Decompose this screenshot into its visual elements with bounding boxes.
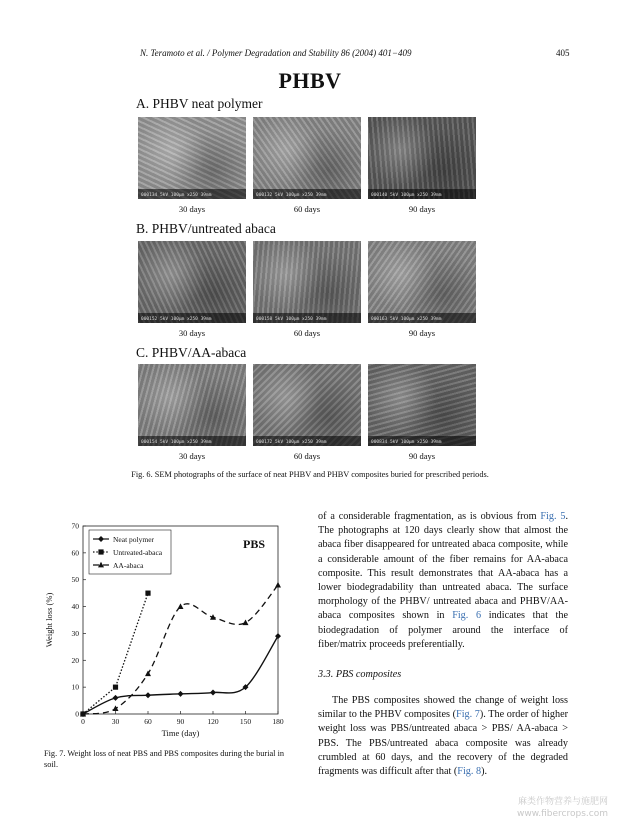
- x-tick-label: 90: [176, 717, 185, 726]
- sem-scale-bar: [253, 313, 361, 323]
- y-tick-label: 60: [71, 548, 79, 558]
- y-tick-label: 40: [71, 602, 79, 612]
- day-label: 90 days: [408, 204, 436, 214]
- sem-scale-bar: [253, 436, 361, 446]
- legend-label: Neat polymer: [113, 534, 155, 544]
- watermark-line1: 麻类作物营养与施肥网: [517, 797, 608, 807]
- y-tick-label: 50: [71, 575, 79, 585]
- data-point: [275, 633, 281, 639]
- x-tick-label: 120: [207, 717, 219, 726]
- data-point: [275, 582, 281, 588]
- figure-reference-link[interactable]: Fig. 5: [540, 511, 566, 522]
- day-label: 90 days: [408, 451, 436, 461]
- running-header: [0, 48, 620, 62]
- y-tick-label: 10: [71, 682, 79, 692]
- y-axis-label: Weight loss (%): [44, 592, 54, 648]
- sem-photo: [138, 117, 246, 199]
- x-tick-label: 30: [111, 717, 120, 726]
- data-point: [145, 591, 150, 596]
- data-point: [210, 690, 216, 696]
- sem-scale-bar: [138, 313, 246, 323]
- sem-scale-text: 000172 5kV 100µm x250 39mm: [256, 440, 327, 445]
- legend-label: AA-abaca: [113, 560, 144, 570]
- y-tick-label: 30: [71, 628, 79, 638]
- y-tick-label: 20: [71, 655, 79, 665]
- sem-photo: [368, 364, 476, 446]
- body-text: . The photographs at 120 days clearly show that almost the abaca fiber disappeared for untreated abaca composite, while a considerable amount of the fiber remains for AA-abaca composite. This result demonstrates that AA-abaca has a lower biodegradability than untreated abaca. The surface morphology of the PHBV/ untreated abaca and PHBV/AA-abaca composites shown in: [318, 511, 568, 622]
- day-label: 90 days: [408, 328, 436, 338]
- watermark: [517, 796, 608, 820]
- body-text: of a considerable fragmentation, as is obvious from: [318, 511, 541, 522]
- data-point: [243, 619, 249, 625]
- body-paragraph-2: [318, 694, 568, 779]
- sem-scale-text: 000154 5kV 100µm x250 39mm: [141, 440, 212, 445]
- figure6-caption: Fig. 6. SEM photographs of the surface of neat PHBV and PHBV composites buried for prescribed periods.: [131, 470, 489, 479]
- day-label: 60 days: [293, 328, 321, 338]
- y-tick-label: 0: [75, 709, 79, 719]
- figure6-row-label: C. PHBV/AA-abaca: [136, 345, 247, 360]
- sem-scale-text: 000152 5kV 100µm x250 39mm: [141, 317, 212, 322]
- data-point: [145, 692, 151, 698]
- body-text: The PBS composites showed the change of weight loss similar to the PHBV composites (: [318, 695, 568, 721]
- figure6-row-label: A. PHBV neat polymer: [136, 96, 263, 111]
- sem-scale-text: 000834 5kV 100µm x250 39mm: [371, 440, 442, 445]
- sem-scale-text: 000163 5kV 100µm x250 39mm: [371, 317, 442, 322]
- running-title: N. Teramoto et al. / Polymer Degradation and Stability 86 (2004) 401−409: [140, 48, 412, 58]
- legend-label: Untreated-abaca: [113, 547, 163, 557]
- figure7-caption: Fig. 7. Weight loss of neat PBS and PBS composites during the burial in soil.: [44, 749, 285, 769]
- sem-photo: [253, 364, 361, 446]
- figure-reference-link[interactable]: Fig. 7: [456, 709, 480, 721]
- x-tick-label: 180: [272, 717, 284, 726]
- sem-photo: [253, 241, 361, 323]
- sem-photo: [138, 241, 246, 323]
- series-line: [83, 636, 278, 714]
- sem-scale-bar: [368, 313, 476, 323]
- section-heading: 3.3. PBS composites: [318, 669, 402, 680]
- x-tick-label: 60: [144, 717, 152, 726]
- sem-photo: [253, 117, 361, 199]
- data-point: [178, 691, 184, 697]
- sem-scale-bar: [138, 189, 246, 199]
- data-point: [178, 603, 184, 609]
- chart-title: PBS: [242, 537, 266, 551]
- figure-reference-link[interactable]: Fig. 8: [457, 766, 482, 778]
- sem-scale-bar: [253, 189, 361, 199]
- sem-scale-bar: [368, 189, 476, 199]
- data-point: [113, 705, 119, 711]
- sem-scale-text: 000140 5kV 100µm x250 39mm: [371, 193, 442, 198]
- page-number: 405: [556, 48, 570, 58]
- y-tick-label: 70: [71, 521, 79, 531]
- data-point: [113, 685, 118, 690]
- legend-marker: [98, 549, 103, 554]
- data-point: [113, 695, 119, 701]
- body-text: indicates that the biodegradation of polymer around the interface of fiber/matrix proceeds preferentially.: [318, 610, 569, 650]
- figure-reference-link[interactable]: Fig. 6: [452, 610, 482, 622]
- sem-scale-text: 000158 5kV 100µm x250 39mm: [256, 317, 327, 322]
- sem-scale-bar: [368, 436, 476, 446]
- figure6-title: PHBV: [278, 68, 342, 93]
- x-tick-label: 150: [239, 717, 252, 726]
- day-label: 30 days: [178, 204, 206, 214]
- figure7-chart: [40, 516, 300, 746]
- x-axis-label: Time (day): [161, 728, 200, 738]
- body-paragraph-1: [318, 510, 568, 652]
- sem-photo: [138, 364, 246, 446]
- sem-scale-bar: [138, 436, 246, 446]
- body-text: ). The order of higher weight loss was PBS/untreated abaca > PBS/ AA-abaca > PBS. The PBS/untreated abaca composite was already crumbled at 60 days, and the recovery of the degraded fragments was difficult after that (: [318, 709, 568, 778]
- figure6-row-label: B. PHBV/untreated abaca: [136, 221, 276, 236]
- x-tick-label: 0: [81, 717, 85, 726]
- sem-photo: [368, 117, 476, 199]
- day-label: 30 days: [178, 451, 206, 461]
- body-text: ).: [481, 766, 488, 778]
- watermark-line2: www.fibercrops.com: [517, 809, 608, 819]
- day-label: 60 days: [293, 451, 321, 461]
- sem-scale-text: 000132 5kV 100µm x250 39mm: [256, 193, 327, 198]
- sem-photo: [368, 241, 476, 323]
- day-label: 60 days: [293, 204, 321, 214]
- day-label: 30 days: [178, 328, 206, 338]
- sem-scale-text: 000134 5kV 100µm x250 39mm: [141, 193, 212, 198]
